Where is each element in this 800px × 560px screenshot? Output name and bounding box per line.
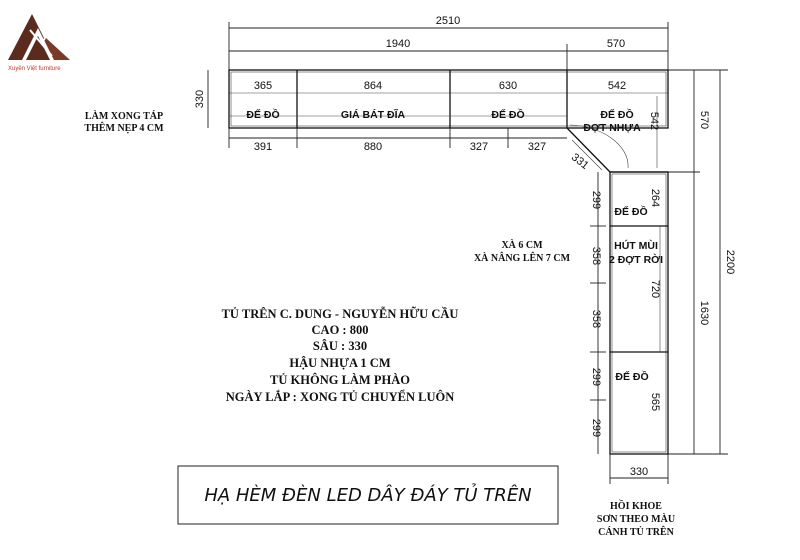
hood-label-line1: HÚT MÙI xyxy=(614,240,658,252)
spec-line-4: HẬU NHỰA 1 CM xyxy=(289,356,391,370)
spec-line-2: CAO : 800 xyxy=(311,323,369,337)
spec-line-3: SÂU : 330 xyxy=(312,339,368,353)
note-left-line2: THÊM NẸP 4 CM xyxy=(84,123,164,134)
cabinet-label-1: ĐẾ ĐỒ xyxy=(246,109,280,121)
dim-side-3: 565 xyxy=(649,392,661,412)
note-mid-line1: XÀ 6 CM xyxy=(501,240,543,251)
dim-right-upper: 570 xyxy=(698,110,710,130)
note-bottom-line2: SƠN THEO MÀU xyxy=(596,514,676,525)
cabinet-label-3: ĐẾ ĐỒ xyxy=(491,109,525,121)
brand-name: Xuyên Việt furniture xyxy=(8,66,61,72)
dim-top-run: 1940 xyxy=(385,38,411,50)
hood-label-line2: 2 ĐỢT RỜI xyxy=(608,254,664,266)
dim-side-1: 264 xyxy=(649,188,661,208)
dim-left-3: 358 xyxy=(590,309,602,329)
dim-upper-4: 542 xyxy=(607,80,627,92)
dim-lower-2: 880 xyxy=(363,141,383,153)
note-bottom-line3: CÁNH TỦ TRÊN xyxy=(598,527,674,538)
dim-corner-depth: 542 xyxy=(648,111,660,131)
dim-upper-2: 864 xyxy=(363,80,383,92)
spec-line-1: TỦ TRÊN C. DUNG - NGUYỄN HỮU CẦU xyxy=(221,307,459,321)
dim-diagonal: 331 xyxy=(568,151,591,173)
note-bottom-line1: HỒI KHOE xyxy=(610,501,662,512)
dim-upper-3: 630 xyxy=(498,80,518,92)
note-mid-line2: XÀ NÂNG LÊN 7 CM xyxy=(473,253,571,264)
dim-lower-3: 327 xyxy=(469,141,489,153)
corner-label-line1: ĐẾ ĐỒ xyxy=(600,109,634,121)
dim-upper-1: 365 xyxy=(253,80,273,92)
dim-left-5: 299 xyxy=(590,418,602,438)
side-label-1: ĐẾ ĐỒ xyxy=(614,206,648,218)
dim-left-2: 358 xyxy=(590,246,602,266)
dim-right-total: 2200 xyxy=(724,249,736,275)
spec-line-6: NGÀY LẮP : XONG TỦ CHUYỂN LUÔN xyxy=(225,390,455,404)
dim-lower-4: 327 xyxy=(527,141,547,153)
cabinet-label-2: GIÁ BÁT ĐĨA xyxy=(340,109,406,121)
dim-overall-width: 2510 xyxy=(435,15,461,27)
dim-top-height: 330 xyxy=(194,89,206,109)
dim-left-4: 299 xyxy=(590,367,602,387)
side-label-2: ĐẾ ĐỒ xyxy=(615,371,649,383)
dim-top-right: 570 xyxy=(606,38,626,50)
brand-logo xyxy=(8,14,70,60)
dim-right-run: 1630 xyxy=(698,300,710,326)
dim-side-2: 720 xyxy=(649,279,661,299)
dim-left-1: 299 xyxy=(590,190,602,210)
corner-label-line2: ĐỢT NHỰA xyxy=(583,122,641,134)
note-left-line1: LÀM XONG TÁP xyxy=(84,111,164,122)
banner-text: HẠ HÈM ĐÈN LED DÂY ĐÁY TỦ TRÊN xyxy=(204,485,532,506)
dim-bottom-depth: 330 xyxy=(629,466,649,478)
dim-lower-1: 391 xyxy=(253,141,273,153)
spec-line-5: TỦ KHÔNG LÀM PHÀO xyxy=(270,373,410,387)
